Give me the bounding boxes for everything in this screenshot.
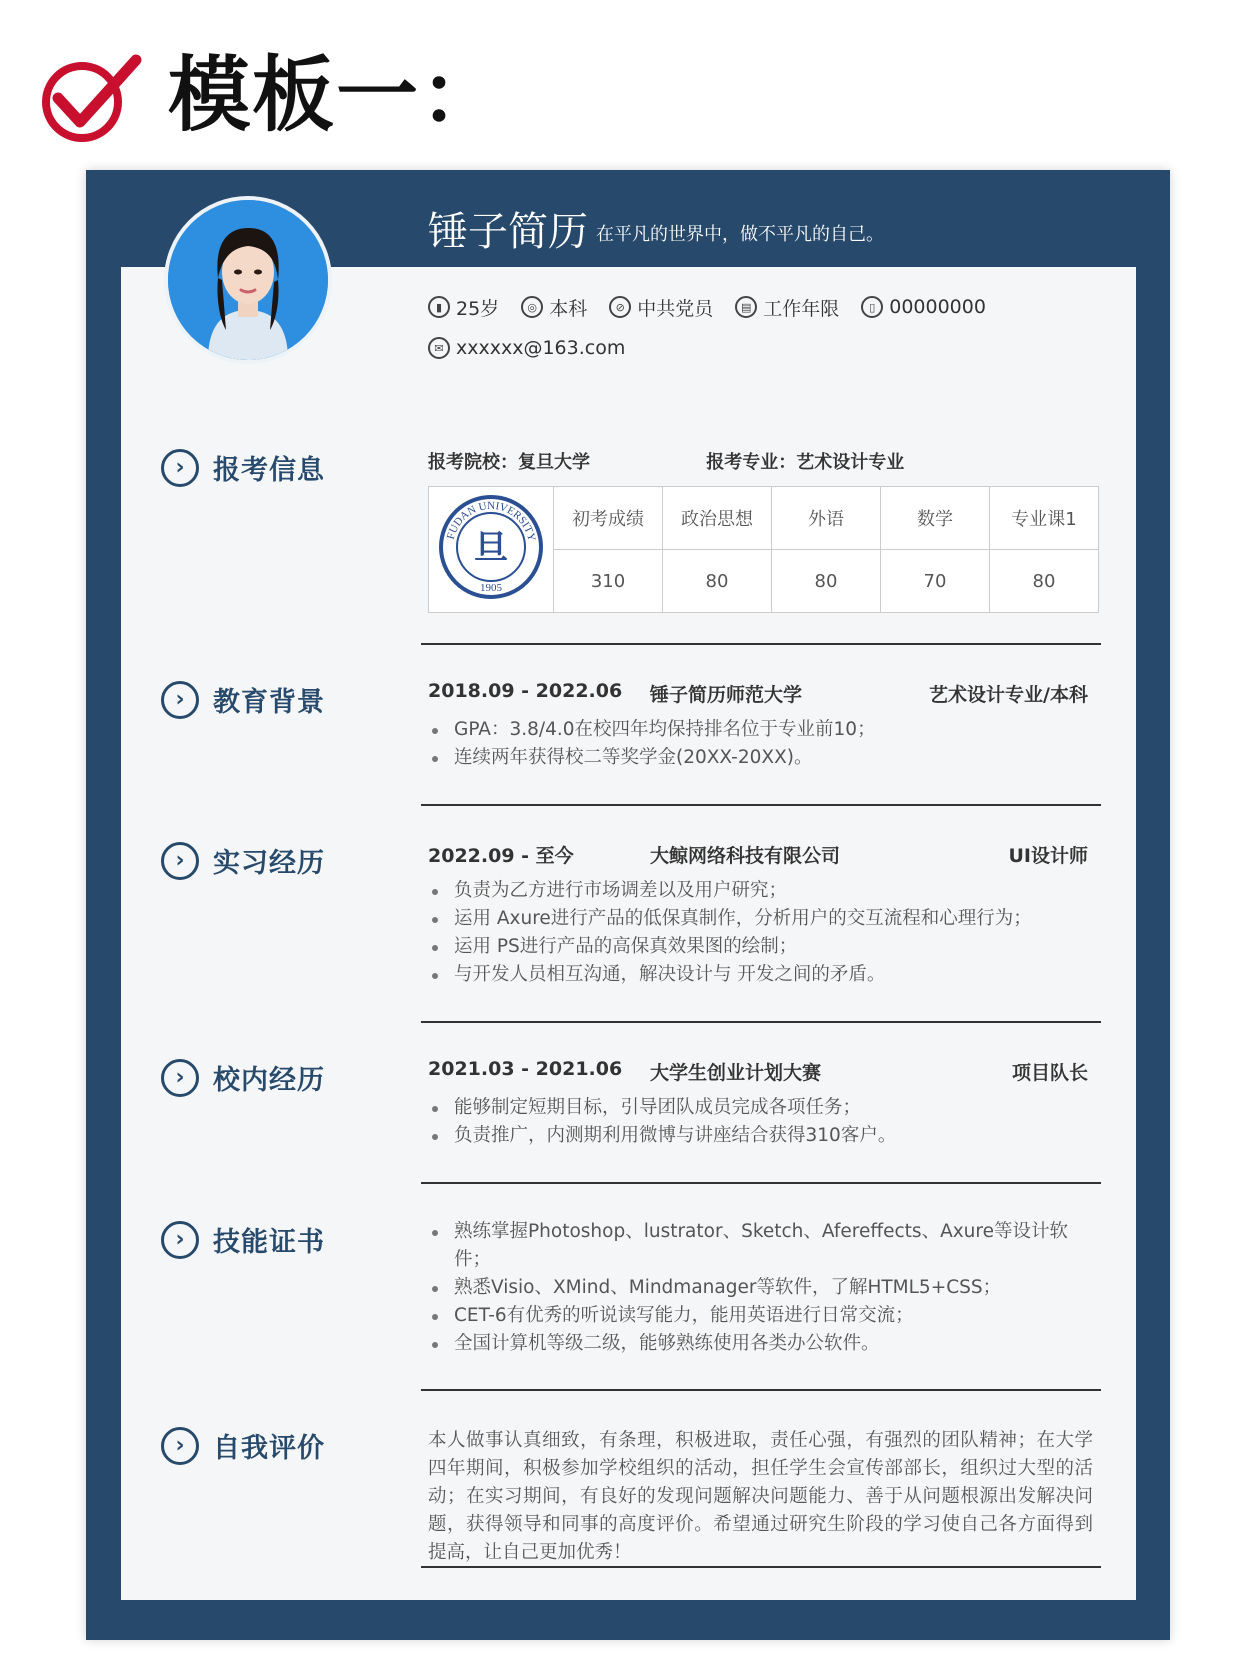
score-header: 初考成绩 <box>554 487 663 550</box>
list-item: 熟练掌握Photoshop、lustrator、Sketch、Afereffects、Axure等设计软件； <box>428 1218 1098 1274</box>
chevron-right-icon: › <box>161 1059 199 1097</box>
entry-org: 大鲸网络科技有限公司 <box>650 845 841 867</box>
section-apply: › 报考信息 <box>161 448 325 487</box>
skills-bullets <box>428 1218 1098 1358</box>
template-title: 模板一： <box>168 48 505 143</box>
list-item: 运用 PS进行产品的高保真效果图的绘制； <box>428 933 1098 961</box>
info-email: ✉ xxxxxx@163.com <box>428 337 625 359</box>
education-bullets <box>428 716 1098 772</box>
university-logo <box>429 487 554 613</box>
score-header: 专业课1 <box>990 487 1099 550</box>
internship-entry-header <box>428 841 1088 871</box>
list-item: CET-6有优秀的听说读写能力，能用英语进行日常交流； <box>428 1302 1098 1330</box>
entry-role: UI设计师 <box>1008 845 1088 867</box>
internship-bullets <box>428 877 1098 989</box>
info-years: ▤ 工作年限 <box>735 294 839 321</box>
portrait-illustration <box>168 200 328 360</box>
score-value: 310 <box>554 550 663 613</box>
entry-role: 项目队长 <box>1011 1062 1088 1084</box>
entry-org: 大学生创业计划大赛 <box>650 1062 822 1084</box>
list-item: GPA：3.8/4.0在校四年均保持排名位于专业前10； <box>428 716 1098 744</box>
campus-bullets <box>428 1094 1098 1150</box>
list-item: 负责推广，内测期利用微博与讲座结合获得310客户。 <box>428 1122 1098 1150</box>
score-header: 政治思想 <box>663 487 772 550</box>
degree-icon: ◎ <box>521 296 543 318</box>
name-line <box>428 198 884 258</box>
mail-icon: ✉ <box>428 337 450 359</box>
check-mark-icon <box>36 46 146 146</box>
template-heading <box>36 48 504 144</box>
divider <box>421 1389 1101 1391</box>
divider <box>421 643 1101 645</box>
campus-entry-header <box>428 1058 1088 1088</box>
avatar <box>164 196 332 364</box>
education-entry-header <box>428 680 1088 710</box>
apply-major: 报考专业：艺术设计专业 <box>706 452 905 473</box>
info-phone: ▯ 00000000 <box>861 296 986 318</box>
entry-date: 2022.09 - 至今 <box>428 845 574 867</box>
list-item: 运用 Axure进行产品的低保真制作，分析用户的交互流程和心理行为； <box>428 905 1098 933</box>
section-campus: › 校内经历 <box>161 1058 325 1097</box>
info-party: ⊘ 中共党员 <box>609 294 713 321</box>
section-skills: › 技能证书 <box>161 1220 325 1259</box>
bottom-band <box>86 1600 1170 1640</box>
divider <box>421 1182 1101 1184</box>
score-value: 80 <box>663 550 772 613</box>
seal-glyph: 旦 <box>474 528 508 568</box>
entry-date: 2018.09 - 2022.06 <box>428 680 623 702</box>
list-item: 连续两年获得校二等奖学金(20XX-20XX)。 <box>428 744 1098 772</box>
party-icon: ⊘ <box>609 296 631 318</box>
divider <box>421 1021 1101 1023</box>
calendar-icon: ▤ <box>735 296 757 318</box>
entry-role: 艺术设计专业/本科 <box>929 684 1088 706</box>
info-row <box>428 292 1008 322</box>
score-header: 数学 <box>881 487 990 550</box>
list-item: 全国计算机等级二级，能够熟练使用各类办公软件。 <box>428 1330 1098 1358</box>
entry-date: 2021.03 - 2021.06 <box>428 1058 623 1080</box>
list-item: 与开发人员相互沟通，解决设计与 开发之间的矛盾。 <box>428 961 1098 989</box>
score-value: 80 <box>772 550 881 613</box>
info-age: ▮ 25岁 <box>428 294 499 321</box>
apply-school: 报考院校：复旦大学 <box>428 452 590 473</box>
chevron-right-icon: › <box>161 449 199 487</box>
candidate-name: 锤子简历 <box>428 209 588 255</box>
chevron-right-icon: › <box>161 1427 199 1465</box>
entry-org: 锤子简历师范大学 <box>650 684 803 706</box>
divider <box>421 804 1101 806</box>
score-value: 80 <box>990 550 1099 613</box>
section-internship: › 实习经历 <box>161 841 325 880</box>
email-row <box>428 333 647 363</box>
chart-icon: ▮ <box>428 296 450 318</box>
fudan-seal-icon <box>435 491 547 603</box>
seal-ring-text: FUDAN UNIVERSITY <box>444 499 538 543</box>
score-table <box>428 486 1099 613</box>
chevron-right-icon: › <box>161 681 199 719</box>
chevron-right-icon: › <box>161 842 199 880</box>
divider <box>421 1566 1101 1568</box>
score-value: 70 <box>881 550 990 613</box>
section-education: › 教育背景 <box>161 680 325 719</box>
list-item: 能够制定短期目标，引导团队成员完成各项任务； <box>428 1094 1098 1122</box>
slogan: 在平凡的世界中，做不平凡的自己。 <box>596 224 884 245</box>
list-item: 熟悉Visio、XMind、Mindmanager等软件，了解HTML5+CSS； <box>428 1274 1098 1302</box>
info-degree: ◎ 本科 <box>521 294 587 321</box>
list-item: 负责为乙方进行市场调差以及用户研究； <box>428 877 1098 905</box>
apply-info <box>428 448 904 474</box>
score-header: 外语 <box>772 487 881 550</box>
phone-icon: ▯ <box>861 296 883 318</box>
chevron-right-icon: › <box>161 1221 199 1259</box>
section-self-evaluation: › 自我评价 <box>161 1426 325 1465</box>
seal-year: 1905 <box>480 582 502 594</box>
self-evaluation-text: 本人做事认真细致，有条理，积极进取，责任心强，有强烈的团队精神；在大学四年期间，积极参加学校组织的活动，担任学生会宣传部部长，组织过大型的活动；在实习期间，有良好的发现问题解决问题能力、善于从问题根源出发解决问题，获得领导和同事的高度评价。希望通过研究生阶段的学习使自己各方面得到提高，让自己更加优秀！ <box>428 1430 1093 1563</box>
